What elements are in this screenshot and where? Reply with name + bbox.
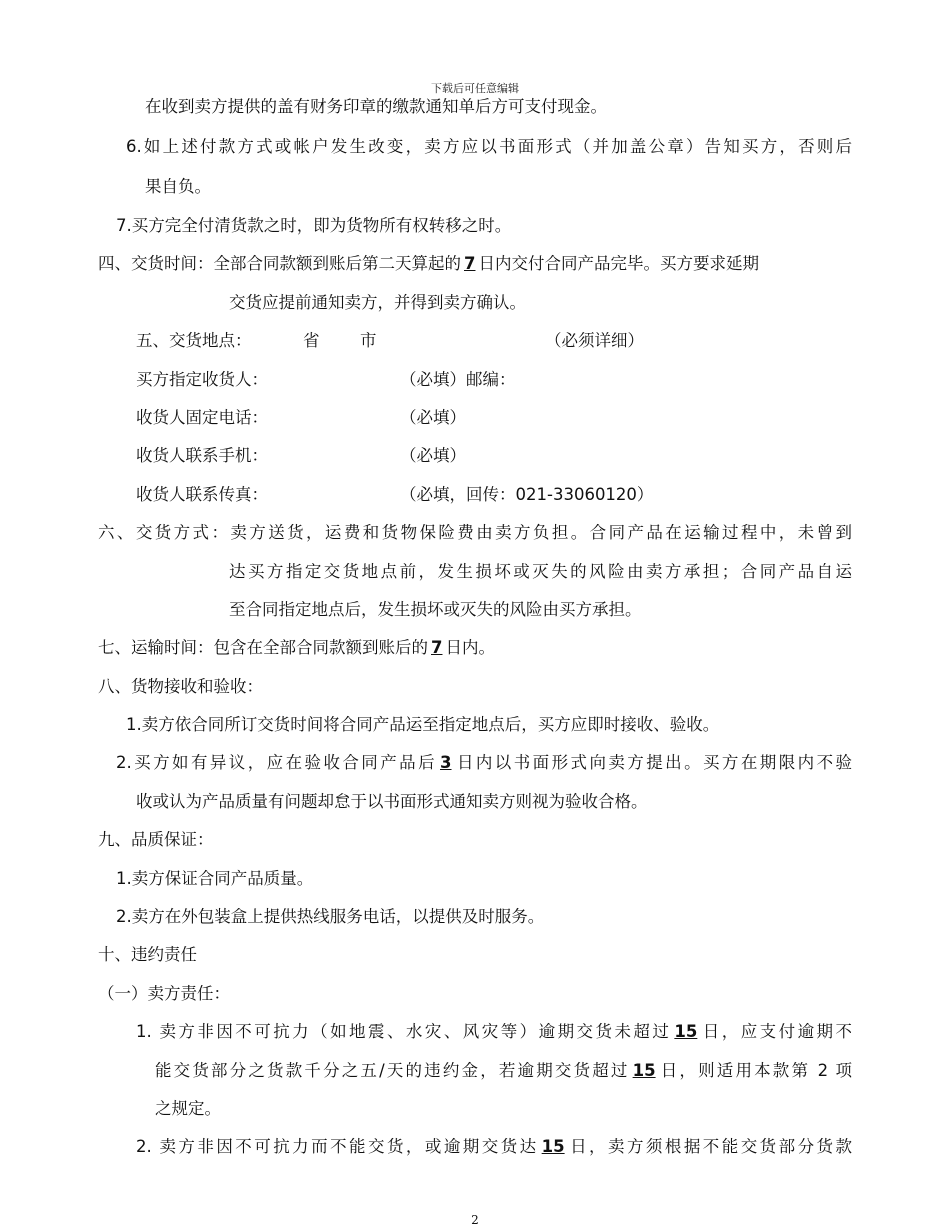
transport-days-value: 7 [431,638,443,657]
text-line: 果自负。 [145,177,211,196]
text-line: 在收到卖方提供的盖有财务印章的缴款通知单后方可支付现金。 [145,97,607,116]
overdue-days-value: 15 [674,1022,698,1041]
subsection-heading: （一）卖方责任： [98,984,230,1003]
section-4-heading: 四、交货时间：全部合同款额到账后第二天算起的 [98,254,461,273]
text-line [136,1137,852,1157]
text-line: 交货应提前通知卖方，并得到卖方确认。 [229,293,526,312]
text-line: 六、交货方式：卖方送货，运费和货物保险费由卖方负担。合同产品在运输过程中，未曾到 [98,523,852,542]
field-note: （必填，回传：021-33060120） [400,485,654,504]
text-line: 2.卖方在外包装盒上提供热线服务电话，以提供及时服务。 [116,907,545,926]
clause-text: 2. 卖方非因不可抗力而不能交货，或逾期交货达 [136,1137,539,1156]
delivery-days-value: 7 [464,254,476,273]
field-label: 收货人联系传真： [136,485,268,504]
clause-text: 2.买方如有异议，应在验收合同产品后 [116,753,438,772]
clause-text: 日内以书面形式向卖方提出。买方在期限内不验 [454,753,853,772]
province-label: 省 [303,331,320,350]
section-5-heading: 五、交货地点： [136,331,252,350]
clause-text: 日，卖方须根据不能交货部分货款 [567,1137,852,1156]
field-label: 收货人固定电话： [136,408,268,427]
text-line [116,753,852,773]
objection-days-value: 3 [440,753,452,772]
text-line [155,1061,852,1081]
text-line: 达买方指定交货地点前，发生损坏或灭失的风险由卖方承担；合同产品自运 [229,562,852,581]
section-8-heading: 八、货物接收和验收： [98,677,263,696]
text-line [136,1022,852,1042]
text-line: 1.卖方保证合同产品质量。 [116,869,314,888]
text-line: 7.买方完全付清货款之时，即为货物所有权转移之时。 [116,216,512,235]
text-line: 6.如上述付款方式或帐户发生改变，卖方应以书面形式（并加盖公章）告知买方，否则后 [126,137,852,156]
section-9-heading: 九、品质保证： [98,830,214,849]
text-line [98,254,759,274]
text-line: 1.卖方依合同所订交货时间将合同产品运至指定地点后，买方应即时接收、验收。 [126,715,720,734]
field-note: （必填）邮编： [400,370,516,389]
field-note: （必填） [400,408,466,427]
clause-text: 日，应支付逾期不 [700,1022,853,1041]
text-line [98,638,495,658]
field-note: （必填） [400,446,466,465]
text-line: 收或认为产品质量有问题却怠于以书面形式通知卖方则视为验收合格。 [136,792,648,811]
clause-text: 1. 卖方非因不可抗力（如地震、水灾、风灾等）逾期交货未超过 [136,1022,672,1041]
clause-text: 日，则适用本款第 2 项 [658,1061,852,1080]
field-label: 收货人联系手机： [136,446,268,465]
required-note: （必须详细） [545,331,644,350]
section-4-text: 日内交付合同产品完毕。买方要求延期 [478,254,759,273]
text-line: 之规定。 [155,1099,221,1118]
city-label: 市 [360,331,377,350]
page-number: 2 [471,1213,479,1227]
section-7-heading: 七、运输时间：包含在全部合同款额到账后的 [98,638,428,657]
text-line: 至合同指定地点后，发生损坏或灭失的风险由买方承担。 [229,600,642,619]
clause-text: 能交货部分之货款千分之五/天的违约金，若逾期交货超过 [155,1061,630,1080]
page-header: 下载后可任意编辑 [431,82,519,95]
section-7-text: 日内。 [445,638,495,657]
field-label: 买方指定收货人： [136,370,268,389]
overdue-days-value: 15 [541,1137,565,1156]
overdue-days-value: 15 [632,1061,656,1080]
section-10-heading: 十、违约责任 [98,945,197,964]
